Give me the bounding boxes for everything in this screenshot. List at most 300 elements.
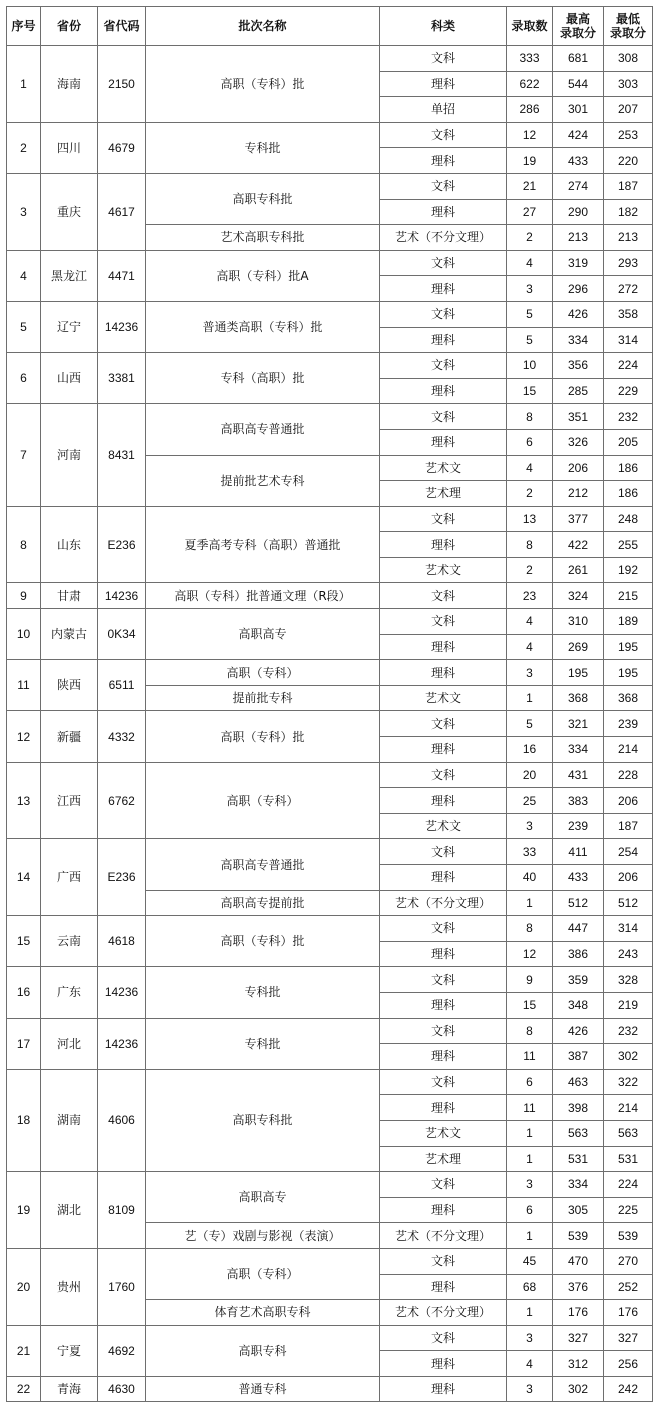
cell-count: 5 [507, 301, 553, 327]
cell-min-score: 225 [604, 1197, 653, 1223]
cell-max-score: 563 [553, 1120, 604, 1146]
cell-code: 4332 [98, 711, 146, 762]
cell-subject: 文科 [380, 1069, 507, 1095]
table-row [7, 122, 653, 148]
cell-subject: 艺术文 [380, 813, 507, 839]
cell-seq: 22 [7, 1376, 41, 1402]
cell-count: 23 [507, 583, 553, 609]
cell-max-score: 470 [553, 1248, 604, 1274]
cell-subject: 文科 [380, 122, 507, 148]
cell-count: 6 [507, 429, 553, 455]
cell-min-score: 358 [604, 301, 653, 327]
cell-province: 贵州 [41, 1248, 98, 1325]
cell-count: 11 [507, 1095, 553, 1121]
cell-subject: 艺术理 [380, 1146, 507, 1172]
cell-province: 河南 [41, 404, 98, 506]
cell-province: 辽宁 [41, 301, 98, 352]
cell-province: 山西 [41, 353, 98, 404]
cell-max-score: 326 [553, 429, 604, 455]
cell-count: 3 [507, 1325, 553, 1351]
cell-min-score: 224 [604, 353, 653, 379]
cell-count: 10 [507, 353, 553, 379]
cell-max-score: 359 [553, 967, 604, 993]
cell-max-score: 310 [553, 609, 604, 635]
cell-batch: 夏季高考专科（高职）普通批 [146, 506, 380, 583]
cell-batch: 体育艺术高职专科 [146, 1300, 380, 1326]
table-row [7, 1172, 653, 1198]
cell-subject: 文科 [380, 967, 507, 993]
header-row [7, 7, 653, 46]
cell-batch: 普通专科 [146, 1376, 380, 1402]
cell-code: 4692 [98, 1325, 146, 1376]
cell-max-score: 334 [553, 327, 604, 353]
cell-count: 11 [507, 1044, 553, 1070]
cell-max-score: 368 [553, 685, 604, 711]
cell-batch: 艺（专）戏剧与影视（表演） [146, 1223, 380, 1249]
cell-count: 4 [507, 250, 553, 276]
cell-seq: 7 [7, 404, 41, 506]
table-row [7, 1018, 653, 1044]
cell-max-score: 433 [553, 148, 604, 174]
cell-count: 1 [507, 1300, 553, 1326]
cell-subject: 理科 [380, 941, 507, 967]
cell-count: 3 [507, 660, 553, 686]
cell-min-score: 314 [604, 327, 653, 353]
cell-seq: 12 [7, 711, 41, 762]
cell-min-score: 232 [604, 1018, 653, 1044]
cell-max-score: 212 [553, 481, 604, 507]
cell-count: 1 [507, 1146, 553, 1172]
cell-count: 40 [507, 865, 553, 891]
cell-max-score: 321 [553, 711, 604, 737]
cell-min-score: 213 [604, 225, 653, 251]
cell-min-score: 232 [604, 404, 653, 430]
cell-batch: 高职（专科）批普通文理（R段） [146, 583, 380, 609]
cell-batch: 艺术高职专科批 [146, 225, 380, 251]
cell-code: 8431 [98, 404, 146, 506]
cell-min-score: 322 [604, 1069, 653, 1095]
cell-seq: 13 [7, 762, 41, 839]
cell-code: 14236 [98, 583, 146, 609]
cell-subject: 艺术（不分文理） [380, 890, 507, 916]
cell-seq: 17 [7, 1018, 41, 1069]
table-body [7, 46, 653, 1402]
cell-subject: 文科 [380, 916, 507, 942]
table-row [7, 762, 653, 788]
header-min-line2: 录取分 [609, 26, 646, 40]
cell-code: 4617 [98, 173, 146, 250]
cell-seq: 2 [7, 122, 41, 173]
cell-code: 1760 [98, 1248, 146, 1325]
cell-min-score: 215 [604, 583, 653, 609]
cell-min-score: 242 [604, 1376, 653, 1402]
cell-max-score: 356 [553, 353, 604, 379]
cell-seq: 18 [7, 1069, 41, 1171]
cell-code: 4618 [98, 916, 146, 967]
cell-count: 333 [507, 46, 553, 72]
table-row [7, 583, 653, 609]
cell-min-score: 314 [604, 916, 653, 942]
cell-subject: 理科 [380, 1274, 507, 1300]
cell-province: 河北 [41, 1018, 98, 1069]
cell-count: 13 [507, 506, 553, 532]
cell-count: 2 [507, 225, 553, 251]
cell-province: 云南 [41, 916, 98, 967]
cell-subject: 文科 [380, 762, 507, 788]
cell-subject: 文科 [380, 1172, 507, 1198]
header-subject: 科类 [380, 7, 507, 46]
cell-subject: 理科 [380, 1376, 507, 1402]
table-row [7, 967, 653, 993]
cell-max-score: 531 [553, 1146, 604, 1172]
cell-count: 19 [507, 148, 553, 174]
cell-batch: 高职（专科） [146, 1248, 380, 1299]
cell-max-score: 463 [553, 1069, 604, 1095]
cell-min-score: 187 [604, 813, 653, 839]
cell-max-score: 386 [553, 941, 604, 967]
cell-count: 1 [507, 1120, 553, 1146]
cell-max-score: 302 [553, 1376, 604, 1402]
cell-min-score: 224 [604, 1172, 653, 1198]
cell-count: 9 [507, 967, 553, 993]
admission-score-table [6, 6, 653, 1402]
cell-seq: 19 [7, 1172, 41, 1249]
cell-code: 6762 [98, 762, 146, 839]
cell-province: 山东 [41, 506, 98, 583]
table-row [7, 1376, 653, 1402]
header-max-score [553, 7, 604, 46]
cell-province: 湖北 [41, 1172, 98, 1249]
cell-seq: 16 [7, 967, 41, 1018]
cell-code: 6511 [98, 660, 146, 711]
cell-count: 622 [507, 71, 553, 97]
header-province: 省份 [41, 7, 98, 46]
cell-subject: 文科 [380, 506, 507, 532]
cell-code: 4630 [98, 1376, 146, 1402]
cell-province: 陕西 [41, 660, 98, 711]
cell-code: 14236 [98, 967, 146, 1018]
cell-count: 3 [507, 1172, 553, 1198]
cell-max-score: 319 [553, 250, 604, 276]
cell-count: 4 [507, 1351, 553, 1377]
cell-subject: 理科 [380, 199, 507, 225]
cell-seq: 8 [7, 506, 41, 583]
table-row [7, 916, 653, 942]
cell-max-score: 327 [553, 1325, 604, 1351]
cell-province: 内蒙古 [41, 609, 98, 660]
cell-count: 16 [507, 737, 553, 763]
cell-province: 湖南 [41, 1069, 98, 1171]
header-count: 录取数 [507, 7, 553, 46]
cell-min-score: 272 [604, 276, 653, 302]
cell-max-score: 285 [553, 378, 604, 404]
cell-subject: 理科 [380, 71, 507, 97]
cell-count: 286 [507, 97, 553, 123]
cell-count: 8 [507, 1018, 553, 1044]
cell-subject: 理科 [380, 378, 507, 404]
cell-code: 4679 [98, 122, 146, 173]
cell-min-score: 229 [604, 378, 653, 404]
cell-province: 四川 [41, 122, 98, 173]
table-row [7, 46, 653, 72]
table-row [7, 1248, 653, 1274]
cell-count: 3 [507, 276, 553, 302]
cell-subject: 理科 [380, 429, 507, 455]
cell-count: 6 [507, 1197, 553, 1223]
cell-subject: 理科 [380, 276, 507, 302]
cell-count: 45 [507, 1248, 553, 1274]
cell-max-score: 539 [553, 1223, 604, 1249]
cell-code: E236 [98, 506, 146, 583]
cell-min-score: 328 [604, 967, 653, 993]
cell-code: 8109 [98, 1172, 146, 1249]
cell-count: 2 [507, 481, 553, 507]
cell-subject: 艺术理 [380, 481, 507, 507]
cell-subject: 文科 [380, 839, 507, 865]
cell-max-score: 411 [553, 839, 604, 865]
cell-subject: 理科 [380, 1044, 507, 1070]
cell-count: 3 [507, 813, 553, 839]
cell-max-score: 334 [553, 1172, 604, 1198]
cell-code: 0K34 [98, 609, 146, 660]
cell-seq: 3 [7, 173, 41, 250]
cell-min-score: 252 [604, 1274, 653, 1300]
cell-count: 1 [507, 1223, 553, 1249]
cell-subject: 艺术（不分文理） [380, 1300, 507, 1326]
cell-min-score: 205 [604, 429, 653, 455]
cell-province: 海南 [41, 46, 98, 123]
cell-subject: 艺术（不分文理） [380, 1223, 507, 1249]
cell-max-score: 431 [553, 762, 604, 788]
cell-max-score: 305 [553, 1197, 604, 1223]
cell-max-score: 239 [553, 813, 604, 839]
cell-count: 20 [507, 762, 553, 788]
cell-subject: 文科 [380, 250, 507, 276]
cell-seq: 15 [7, 916, 41, 967]
cell-max-score: 348 [553, 992, 604, 1018]
cell-max-score: 447 [553, 916, 604, 942]
cell-max-score: 261 [553, 557, 604, 583]
table-row [7, 1325, 653, 1351]
cell-min-score: 214 [604, 1095, 653, 1121]
cell-seq: 11 [7, 660, 41, 711]
cell-min-score: 512 [604, 890, 653, 916]
cell-min-score: 255 [604, 532, 653, 558]
cell-subject: 理科 [380, 660, 507, 686]
cell-subject: 理科 [380, 788, 507, 814]
cell-min-score: 308 [604, 46, 653, 72]
cell-max-score: 274 [553, 173, 604, 199]
cell-min-score: 253 [604, 122, 653, 148]
cell-batch: 高职高专提前批 [146, 890, 380, 916]
cell-count: 3 [507, 1376, 553, 1402]
cell-count: 5 [507, 711, 553, 737]
table-row [7, 506, 653, 532]
cell-count: 4 [507, 609, 553, 635]
cell-min-score: 214 [604, 737, 653, 763]
cell-code: 4471 [98, 250, 146, 301]
cell-min-score: 195 [604, 660, 653, 686]
cell-min-score: 243 [604, 941, 653, 967]
table-row [7, 839, 653, 865]
cell-min-score: 186 [604, 481, 653, 507]
cell-province: 重庆 [41, 173, 98, 250]
cell-count: 8 [507, 532, 553, 558]
cell-max-score: 213 [553, 225, 604, 251]
cell-province: 黑龙江 [41, 250, 98, 301]
cell-max-score: 351 [553, 404, 604, 430]
cell-subject: 文科 [380, 583, 507, 609]
cell-max-score: 296 [553, 276, 604, 302]
cell-seq: 20 [7, 1248, 41, 1325]
cell-province: 青海 [41, 1376, 98, 1402]
cell-max-score: 324 [553, 583, 604, 609]
cell-subject: 文科 [380, 1325, 507, 1351]
cell-min-score: 189 [604, 609, 653, 635]
cell-subject: 艺术（不分文理） [380, 225, 507, 251]
cell-min-score: 239 [604, 711, 653, 737]
cell-min-score: 176 [604, 1300, 653, 1326]
cell-max-score: 290 [553, 199, 604, 225]
cell-count: 1 [507, 685, 553, 711]
cell-province: 新疆 [41, 711, 98, 762]
cell-batch: 高职高专普通批 [146, 839, 380, 890]
cell-subject: 文科 [380, 609, 507, 635]
cell-subject: 文科 [380, 1018, 507, 1044]
cell-count: 1 [507, 890, 553, 916]
cell-code: E236 [98, 839, 146, 916]
cell-count: 4 [507, 634, 553, 660]
cell-min-score: 327 [604, 1325, 653, 1351]
cell-batch: 专科批 [146, 967, 380, 1018]
cell-batch: 专科（高职）批 [146, 353, 380, 404]
cell-max-score: 433 [553, 865, 604, 891]
cell-code: 2150 [98, 46, 146, 123]
cell-batch: 高职高专普通批 [146, 404, 380, 455]
cell-max-score: 544 [553, 71, 604, 97]
cell-min-score: 182 [604, 199, 653, 225]
cell-subject: 理科 [380, 1197, 507, 1223]
cell-min-score: 270 [604, 1248, 653, 1274]
cell-min-score: 563 [604, 1120, 653, 1146]
cell-min-score: 206 [604, 865, 653, 891]
cell-count: 4 [507, 455, 553, 481]
table-row [7, 353, 653, 379]
cell-subject: 文科 [380, 1248, 507, 1274]
cell-batch: 高职（专科）批 [146, 46, 380, 123]
cell-batch: 高职（专科）批 [146, 711, 380, 762]
cell-subject: 文科 [380, 353, 507, 379]
table-row [7, 711, 653, 737]
cell-subject: 艺术文 [380, 455, 507, 481]
cell-subject: 理科 [380, 992, 507, 1018]
cell-min-score: 228 [604, 762, 653, 788]
cell-count: 27 [507, 199, 553, 225]
cell-min-score: 254 [604, 839, 653, 865]
cell-batch: 高职（专科） [146, 762, 380, 839]
cell-min-score: 531 [604, 1146, 653, 1172]
cell-seq: 5 [7, 301, 41, 352]
cell-batch: 提前批艺术专科 [146, 455, 380, 506]
cell-subject: 文科 [380, 301, 507, 327]
cell-subject: 文科 [380, 404, 507, 430]
table-row [7, 301, 653, 327]
cell-subject: 理科 [380, 1351, 507, 1377]
cell-max-score: 512 [553, 890, 604, 916]
cell-code: 14236 [98, 301, 146, 352]
cell-batch: 高职（专科）批A [146, 250, 380, 301]
cell-count: 68 [507, 1274, 553, 1300]
cell-subject: 理科 [380, 737, 507, 763]
cell-max-score: 269 [553, 634, 604, 660]
cell-seq: 10 [7, 609, 41, 660]
cell-count: 21 [507, 173, 553, 199]
table-row [7, 173, 653, 199]
cell-max-score: 376 [553, 1274, 604, 1300]
header-code: 省代码 [98, 7, 146, 46]
cell-province: 广东 [41, 967, 98, 1018]
cell-count: 12 [507, 122, 553, 148]
header-min-line1: 最低 [615, 12, 640, 26]
cell-min-score: 293 [604, 250, 653, 276]
cell-count: 8 [507, 916, 553, 942]
cell-subject: 艺术文 [380, 1120, 507, 1146]
cell-code: 4606 [98, 1069, 146, 1171]
cell-max-score: 387 [553, 1044, 604, 1070]
cell-min-score: 207 [604, 97, 653, 123]
cell-code: 3381 [98, 353, 146, 404]
cell-batch: 高职（专科）批 [146, 916, 380, 967]
cell-min-score: 186 [604, 455, 653, 481]
cell-min-score: 302 [604, 1044, 653, 1070]
cell-max-score: 426 [553, 301, 604, 327]
header-max-line1: 最高 [565, 12, 590, 26]
cell-max-score: 424 [553, 122, 604, 148]
cell-subject: 理科 [380, 327, 507, 353]
cell-batch: 高职高专 [146, 609, 380, 660]
cell-batch: 高职高专 [146, 1172, 380, 1223]
cell-min-score: 539 [604, 1223, 653, 1249]
cell-min-score: 195 [604, 634, 653, 660]
cell-subject: 理科 [380, 1095, 507, 1121]
header-max-line2: 录取分 [559, 26, 596, 40]
cell-batch: 专科批 [146, 122, 380, 173]
cell-seq: 21 [7, 1325, 41, 1376]
table-row [7, 660, 653, 686]
cell-min-score: 220 [604, 148, 653, 174]
cell-subject: 文科 [380, 46, 507, 72]
cell-count: 33 [507, 839, 553, 865]
cell-seq: 14 [7, 839, 41, 916]
cell-max-score: 426 [553, 1018, 604, 1044]
cell-province: 江西 [41, 762, 98, 839]
cell-seq: 6 [7, 353, 41, 404]
cell-count: 25 [507, 788, 553, 814]
cell-max-score: 681 [553, 46, 604, 72]
cell-max-score: 312 [553, 1351, 604, 1377]
cell-seq: 4 [7, 250, 41, 301]
cell-subject: 理科 [380, 148, 507, 174]
cell-batch: 专科批 [146, 1018, 380, 1069]
cell-subject: 理科 [380, 532, 507, 558]
cell-batch: 提前批专科 [146, 685, 380, 711]
cell-count: 2 [507, 557, 553, 583]
cell-seq: 9 [7, 583, 41, 609]
cell-province: 甘肃 [41, 583, 98, 609]
cell-count: 15 [507, 378, 553, 404]
header-min-score [604, 7, 653, 46]
cell-min-score: 192 [604, 557, 653, 583]
